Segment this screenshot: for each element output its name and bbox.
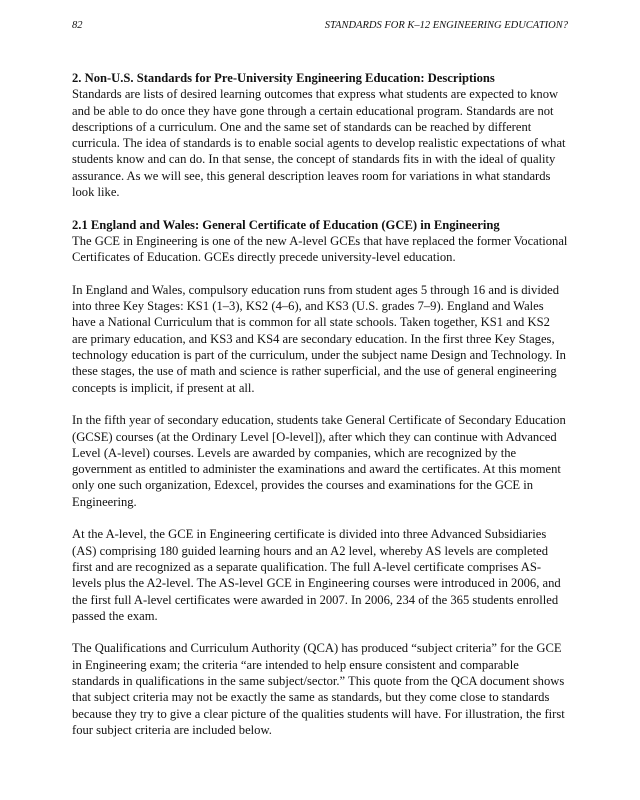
section-heading: 2. Non-U.S. Standards for Pre-University Engineering Education: Descriptions — [72, 71, 495, 85]
running-title: STANDARDS FOR K–12 ENGINEERING EDUCATION? — [324, 20, 568, 31]
section-heading: 2.1 England and Wales: General Certificate of Education (GCE) in Engineering — [72, 217, 500, 232]
page-number: 82 — [72, 20, 83, 31]
running-header — [72, 18, 568, 34]
paragraph: In England and Wales, compulsory education runs from student ages 5 through 16 and is divided into three Key Stages: KS1 (1–3), KS2 (4–6), and KS3 (U.S. grades 7–9). England and Wales have a National Curriculum that is common for all state schools. Taken together, KS1 and KS2 are primary education, and KS3 and KS4 are secondary education. In the first three Key Stages, technology education is part of the curriculum, under the subject name Design and Technology. In these stages, the use of math and science is rather superficial, and the use of general engineering concepts is implicit, if present at all. — [72, 282, 566, 395]
section-non-us-standards — [72, 70, 568, 200]
section-england-wales-gce — [72, 217, 568, 739]
document-body — [72, 70, 568, 754]
paragraph: In the fifth year of secondary education, students take General Certificate of Secondary Education (GCSE) courses (at the Ordinary Level [O-level]), after which they can continue with Advanced Level (A-level) courses. Levels are awarded by companies, which are recognized by the government as entitled to administer the examinations and award the certificates. At this moment only one such organization, Edexcel, provides the courses and examinations for the GCE in Engineering. — [72, 413, 566, 509]
paragraph: At the A-level, the GCE in Engineering certificate is divided into three Advanced Subsidiaries (AS) comprising 180 guided learning hours and an A2 level, whereby AS levels are completed first and are recognized as a separate qualification. The full A-level certificate comprises AS-levels plus the A2-level. The AS-level GCE in Engineering courses were introduced in 2006, and the first full A-level certificates were awarded in 2007. In 2006, 234 of the 365 students enrolled passed the exam. — [72, 527, 561, 623]
paragraph: The GCE in Engineering is one of the new A-level GCEs that have replaced the former Vocational Certificates of Education. GCEs directly precede university-level education. — [72, 233, 568, 265]
paragraph: The Qualifications and Curriculum Authority (QCA) has produced “subject criteria” for the GCE in Engineering exam; the criteria “are intended to help ensure consistent and comparable standards in qualifications in the same subject/sector.” This quote from the QCA document shows that subject criteria may not be exactly the same as standards, but they come close to standards because they try to give a clear picture of the qualities students will have. For illustration, the first four subject criteria are included below. — [72, 641, 565, 737]
paragraph: Standards are lists of desired learning outcomes that express what students are expected to know and be able to do once they have gone through a certain educational program. Standards are not descriptions of a curriculum. One and the same set of standards can be reached by different curricula. The idea of standards is to enable social agents to develop realistic expectations of what students know and can do. In that sense, the concept of standards fits in with the ideal of quality assurance. As we will see, this general description leaves room for variations in what standards look like. — [72, 87, 566, 200]
